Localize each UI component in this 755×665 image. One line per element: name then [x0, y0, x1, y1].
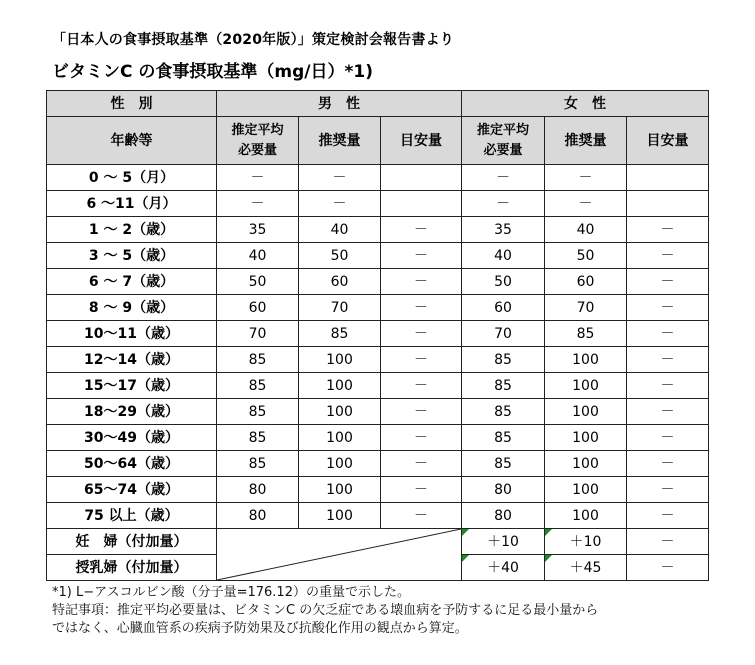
male-ear-header — [217, 117, 299, 165]
value-cell-m-rda: 100 — [299, 399, 381, 425]
value-cell-m-rda: 100 — [299, 451, 381, 477]
footnote-1: *1) L−アスコルビン酸（分子量=176.12）の重量で示した。 — [52, 585, 410, 600]
value-cell-f-ai: － — [627, 243, 709, 269]
special-label-cell: 妊 婦（付加量） — [47, 529, 217, 555]
special-value-text: － — [660, 533, 675, 550]
value-cell-f-rda: 100 — [545, 347, 627, 373]
value-cell-m-ai: － — [381, 269, 462, 295]
special-value-text: ＋45 — [569, 559, 602, 576]
value-cell-m-ai: － — [381, 347, 462, 373]
value-cell-f-ear: 50 — [462, 269, 545, 295]
value-cell-f-ear: 85 — [462, 399, 545, 425]
male-rda-header: 推奨量 — [299, 117, 381, 165]
male-header: 男 性 — [217, 91, 462, 117]
value-cell-f-rda: 100 — [545, 373, 627, 399]
table-row — [47, 451, 709, 477]
special-value-text: － — [660, 559, 675, 576]
value-cell-f-ear: 80 — [462, 503, 545, 529]
age-group-cell: 0 ～ 5（月） — [47, 165, 217, 191]
special-value-cell-f-rda — [545, 529, 627, 555]
special-value-cell-f-rda — [545, 555, 627, 581]
age-group-cell: 18～29（歳） — [47, 399, 217, 425]
value-cell-m-rda: － — [299, 191, 381, 217]
age-group-cell: 15～17（歳） — [47, 373, 217, 399]
value-cell-f-ear: 40 — [462, 243, 545, 269]
age-group-cell: 6 ～11（月） — [47, 191, 217, 217]
ear-label-line2: 必要量 — [483, 142, 523, 158]
special-label-cell: 授乳婦（付加量） — [47, 555, 217, 581]
cell-flag-marker — [545, 529, 552, 536]
table-row — [47, 191, 709, 217]
table-row — [47, 373, 709, 399]
value-cell-f-ai: － — [627, 269, 709, 295]
value-cell-f-ai: － — [627, 347, 709, 373]
value-cell-m-ear: 70 — [217, 321, 299, 347]
value-cell-m-ear: 85 — [217, 399, 299, 425]
special-value-cell-f-ai — [627, 529, 709, 555]
age-group-cell: 3 ～ 5（歳） — [47, 243, 217, 269]
vitamin-c-table — [46, 90, 709, 581]
age-group-cell: 1 ～ 2（歳） — [47, 217, 217, 243]
value-cell-m-ear: 85 — [217, 347, 299, 373]
value-cell-m-ai: － — [381, 399, 462, 425]
page-title: ビタミンC の食事摂取基準（mg/日）*1) — [52, 62, 373, 82]
special-value-cell-f-ear — [462, 529, 545, 555]
value-cell-m-ai — [381, 165, 462, 191]
table-row — [47, 243, 709, 269]
header-row-sex — [47, 91, 709, 117]
value-cell-f-ear: 80 — [462, 477, 545, 503]
value-cell-f-ai: － — [627, 425, 709, 451]
special-value-cell-f-ear — [462, 555, 545, 581]
special-value-text: ＋10 — [569, 533, 602, 550]
value-cell-f-ear: 85 — [462, 451, 545, 477]
value-cell-f-ear: 70 — [462, 321, 545, 347]
value-cell-f-rda: － — [545, 165, 627, 191]
special-value-text: ＋40 — [487, 559, 519, 576]
value-cell-f-ear: 85 — [462, 373, 545, 399]
value-cell-f-rda: 100 — [545, 477, 627, 503]
age-group-cell: 10～11（歳） — [47, 321, 217, 347]
footnotes — [52, 584, 598, 638]
value-cell-f-ai: － — [627, 451, 709, 477]
value-cell-f-ear: 60 — [462, 295, 545, 321]
ear-label-line1: 推定平均 — [231, 122, 284, 138]
value-cell-f-rda: 70 — [545, 295, 627, 321]
value-cell-f-ear: 85 — [462, 347, 545, 373]
header-row-measures — [47, 117, 709, 165]
value-cell-m-ai: － — [381, 295, 462, 321]
table-row — [47, 295, 709, 321]
female-rda-header: 推奨量 — [545, 117, 627, 165]
value-cell-m-ai: － — [381, 217, 462, 243]
female-header: 女 性 — [462, 91, 709, 117]
value-cell-m-rda: 100 — [299, 373, 381, 399]
value-cell-m-ear: 85 — [217, 451, 299, 477]
value-cell-m-ear: － — [217, 191, 299, 217]
ear-label-line2: 必要量 — [237, 142, 277, 158]
footnote-special-1: 特記事項：推定平均必要量は、ビタミンC の欠乏症である壊血病を予防するに足る最小量から — [52, 603, 599, 618]
value-cell-m-ear: 80 — [217, 477, 299, 503]
table-row — [47, 165, 709, 191]
value-cell-f-ear: － — [462, 165, 545, 191]
value-cell-f-rda: 60 — [545, 269, 627, 295]
age-group-cell: 50～64（歳） — [47, 451, 217, 477]
value-cell-f-ai: － — [627, 373, 709, 399]
table-row — [47, 477, 709, 503]
value-cell-m-ear: 60 — [217, 295, 299, 321]
source-note: 「日本人の食事摂取基準（2020年版）」策定検討会報告書より — [52, 32, 454, 48]
value-cell-m-rda: 70 — [299, 295, 381, 321]
value-cell-m-rda: 40 — [299, 217, 381, 243]
value-cell-m-ai: － — [381, 321, 462, 347]
value-cell-m-ear: 80 — [217, 503, 299, 529]
value-cell-f-ai: － — [627, 217, 709, 243]
value-cell-m-rda: 100 — [299, 425, 381, 451]
special-value-cell-f-ai — [627, 555, 709, 581]
value-cell-m-ear: － — [217, 165, 299, 191]
age-group-cell: 65～74（歳） — [47, 477, 217, 503]
table-row — [47, 503, 709, 529]
table-row — [47, 321, 709, 347]
value-cell-f-rda: 100 — [545, 451, 627, 477]
value-cell-f-rda: 100 — [545, 399, 627, 425]
value-cell-m-rda: 60 — [299, 269, 381, 295]
value-cell-m-ear: 85 — [217, 373, 299, 399]
value-cell-m-ai: － — [381, 451, 462, 477]
value-cell-f-ai: － — [627, 503, 709, 529]
value-cell-m-ear: 40 — [217, 243, 299, 269]
table-row — [47, 425, 709, 451]
value-cell-m-rda: 85 — [299, 321, 381, 347]
value-cell-f-rda: 100 — [545, 503, 627, 529]
value-cell-f-rda: 50 — [545, 243, 627, 269]
table-row — [47, 269, 709, 295]
age-header: 年齢等 — [47, 117, 217, 165]
value-cell-f-ai — [627, 165, 709, 191]
special-value-text: ＋10 — [487, 533, 519, 550]
cell-flag-marker — [462, 555, 469, 562]
age-group-cell: 8 ～ 9（歳） — [47, 295, 217, 321]
table-row — [47, 399, 709, 425]
value-cell-m-ear: 50 — [217, 269, 299, 295]
value-cell-f-ear: 85 — [462, 425, 545, 451]
value-cell-f-ai: － — [627, 321, 709, 347]
value-cell-f-rda: － — [545, 191, 627, 217]
sex-header: 性 別 — [47, 91, 217, 117]
value-cell-f-ai: － — [627, 477, 709, 503]
value-cell-f-ai: － — [627, 399, 709, 425]
value-cell-m-ear: 35 — [217, 217, 299, 243]
value-cell-m-ai: － — [381, 243, 462, 269]
table-row — [47, 217, 709, 243]
cell-flag-marker — [545, 555, 552, 562]
value-cell-m-ai: － — [381, 477, 462, 503]
female-ai-header: 目安量 — [627, 117, 709, 165]
value-cell-f-rda: 100 — [545, 425, 627, 451]
value-cell-f-rda: 85 — [545, 321, 627, 347]
value-cell-m-ai: － — [381, 503, 462, 529]
value-cell-m-rda: 100 — [299, 477, 381, 503]
value-cell-m-ai: － — [381, 425, 462, 451]
male-ai-header: 目安量 — [381, 117, 462, 165]
value-cell-f-ear: 35 — [462, 217, 545, 243]
value-cell-f-ear: － — [462, 191, 545, 217]
value-cell-m-rda: 100 — [299, 347, 381, 373]
cell-flag-marker — [462, 529, 469, 536]
value-cell-m-rda: 50 — [299, 243, 381, 269]
diagonal-slash — [217, 529, 461, 580]
age-group-cell: 30～49（歳） — [47, 425, 217, 451]
age-group-cell: 75 以上（歳） — [47, 503, 217, 529]
ear-label-line1: 推定平均 — [477, 122, 530, 138]
value-cell-f-rda: 40 — [545, 217, 627, 243]
value-cell-m-rda: 100 — [299, 503, 381, 529]
female-ear-header — [462, 117, 545, 165]
special-row — [47, 529, 709, 555]
value-cell-m-ai: － — [381, 373, 462, 399]
value-cell-m-ear: 85 — [217, 425, 299, 451]
age-group-cell: 6 ～ 7（歳） — [47, 269, 217, 295]
footnote-special-2: ではなく、心臓血管系の疾病予防効果及び抗酸化作用の観点から算定。 — [52, 621, 468, 636]
value-cell-f-ai — [627, 191, 709, 217]
value-cell-m-ai — [381, 191, 462, 217]
male-not-applicable-cell — [217, 529, 462, 581]
value-cell-m-rda: － — [299, 165, 381, 191]
age-group-cell: 12～14（歳） — [47, 347, 217, 373]
table-row — [47, 347, 709, 373]
table-body — [47, 91, 709, 581]
value-cell-f-ai: － — [627, 295, 709, 321]
